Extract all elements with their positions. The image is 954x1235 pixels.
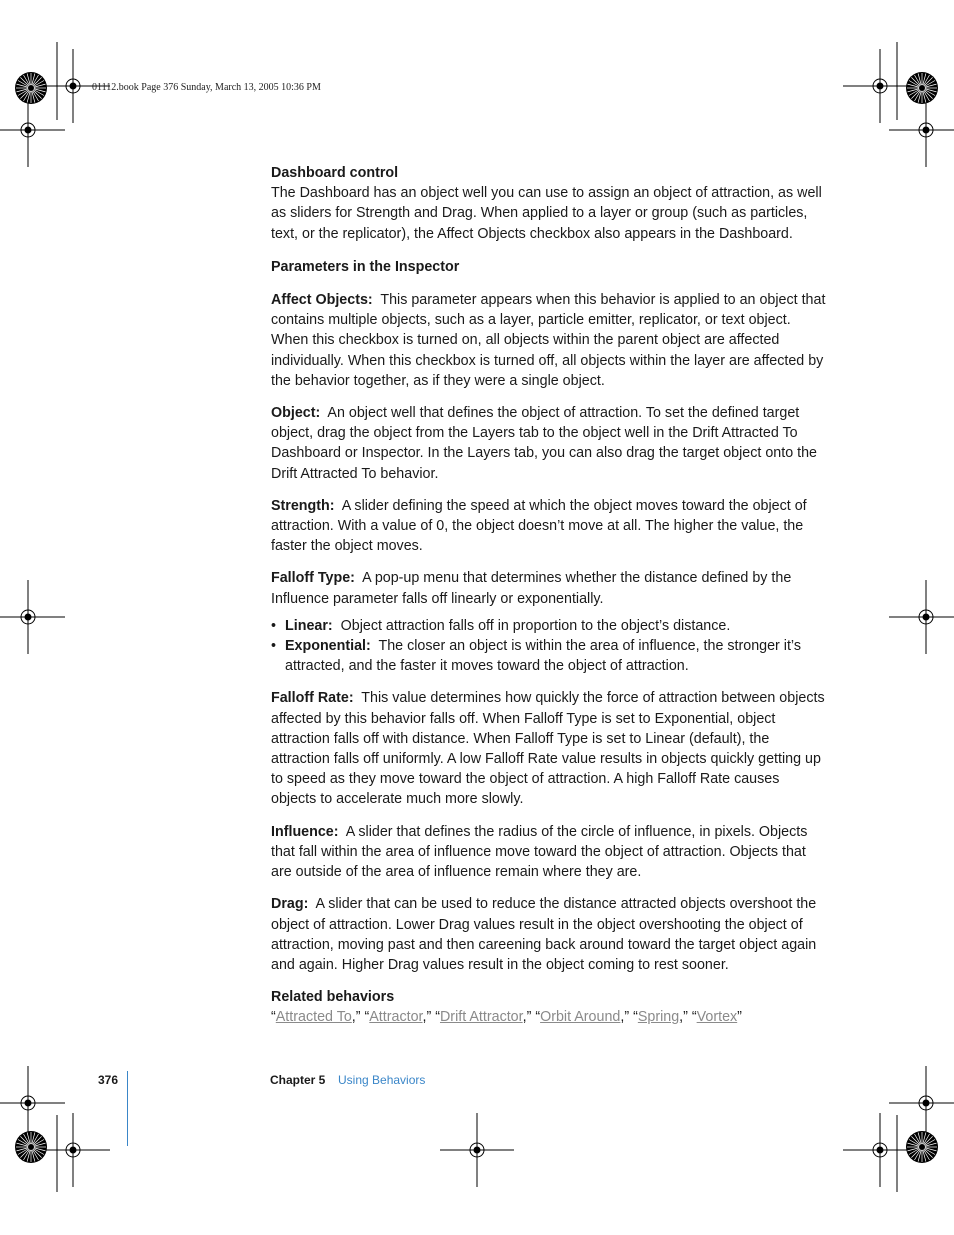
color-wheel-mark-icon (15, 72, 47, 104)
bullet-text: The closer an object is within the area of influence, the stronger it’s attracted, and the faster it moves toward the object of attraction. (285, 638, 802, 675)
page-number: 376 (98, 1073, 119, 1087)
link-separator: ,” “ (422, 1009, 440, 1026)
param-text: A slider that can be used to reduce the distance attracted objects overshoot the object of attraction. Lower Drag values result in the object overshooting the object of attraction, moving past and then careening back around toward the target object again and again. Higher Drag values result in the object coming to rest sooner. (271, 896, 817, 973)
chapter-label: Chapter 5 (270, 1073, 326, 1087)
color-wheel-mark-icon (906, 1131, 938, 1163)
param-text: This value determines how quickly the force of attraction between objects affected by this behavior falls off. When Falloff Type is set to Exponential, object attraction falls off with distance. When Falloff Type is set to Linear (default), the attraction falls off uniformly. A low Falloff Rate value results in objects quickly getting up to speed as they move toward the object of attraction. A high Falloff Rate causes objects to accelerate much more slowly. (271, 690, 825, 808)
param-affect-objects (271, 290, 827, 391)
param-text: A pop-up menu that determines whether the distance defined by the Influence parameter falls off linearly or exponentially. (271, 570, 792, 607)
param-object (271, 403, 827, 484)
param-strength (271, 496, 827, 557)
link-orbit-around[interactable]: Orbit Around (540, 1009, 621, 1026)
link-separator: ,” “ (620, 1009, 638, 1026)
registration-mark-icon (889, 1066, 954, 1140)
list-item (271, 616, 827, 636)
link-separator: ,” “ (679, 1009, 697, 1026)
link-separator: ,” “ (351, 1009, 370, 1026)
list-item (271, 636, 827, 676)
link-drift-attractor[interactable]: Drift Attractor (439, 1009, 523, 1026)
param-term: Drag: (271, 896, 309, 913)
param-falloff-rate (271, 688, 827, 809)
bullet-mark: • (271, 617, 277, 634)
footer-rule (127, 1071, 128, 1146)
param-term: Affect Objects: (271, 292, 373, 309)
link-spring[interactable]: Spring (637, 1009, 680, 1026)
bullet-term: Exponential: (285, 638, 371, 655)
registration-mark-icon (889, 93, 954, 167)
param-term: Strength: (271, 497, 335, 514)
param-term: Falloff Rate: (271, 690, 354, 707)
registration-mark-icon (889, 580, 954, 654)
registration-mark-icon (843, 49, 917, 123)
param-term: Falloff Type: (271, 570, 355, 587)
registration-mark-icon (843, 1113, 917, 1187)
param-influence (271, 822, 827, 883)
param-falloff-type (271, 568, 827, 608)
param-term: Influence: (271, 823, 339, 840)
param-text: A slider that defines the radius of the circle of influence, in pixels. Objects that fall within the area of influence move toward the object of attraction. Objects that are outside of the area of influence remain where they are. (271, 823, 808, 881)
param-drag (271, 894, 827, 975)
link-separator: ,” “ (522, 1009, 541, 1026)
inspector-heading: Parameters in the Inspector (271, 258, 460, 275)
color-wheel-mark-icon (15, 1131, 47, 1163)
dashboard-body: The Dashboard has an object well you can use to assign an object of attraction, as well as sliders for Strength and Drag. When applied to a layer or group (such as particles, text, or the replicator), the Affect Objects checkbox also appears in the Dashboard. (271, 185, 822, 242)
falloff-type-list (271, 616, 827, 677)
bullet-mark: • (271, 638, 277, 655)
related-links (271, 1007, 827, 1027)
registration-mark-icon (0, 1066, 65, 1140)
registration-mark-icon (440, 1113, 514, 1187)
dashboard-heading: Dashboard control (271, 165, 399, 181)
registration-mark-icon (0, 93, 65, 167)
color-wheel-mark-icon (906, 72, 938, 104)
link-attractor[interactable]: Attractor (369, 1009, 423, 1026)
quote-close: ” (737, 1009, 742, 1026)
param-text: A slider defining the speed at which the object moves toward the object of attraction. With a value of 0, the object doesn’t move at all. The higher the value, the faster the object moves. (271, 497, 807, 555)
bullet-term: Linear: (285, 617, 333, 634)
link-vortex[interactable]: Vortex (696, 1009, 738, 1026)
bullet-text: Object attraction falls off in proportion to the object’s distance. (340, 617, 731, 634)
param-text: This parameter appears when this behavior is applied to an object that contains multiple objects, such as a layer, particle emitter, replicator, or text object. When this checkbox is turned on, all objects within the parent object are affected individually. When this checkbox is turned off, all objects within the layer are affected by the behavior together, as if they were a single object. (271, 292, 826, 389)
registration-mark-icon (0, 580, 65, 654)
registration-mark-icon (36, 1113, 110, 1187)
link-attracted-to[interactable]: Attracted To (275, 1009, 352, 1026)
param-term: Object: (271, 405, 321, 422)
related-heading: Related behaviors (271, 989, 395, 1006)
print-slug: 01112.book Page 376 Sunday, March 13, 2005 10:36 PM (92, 82, 321, 93)
page-content (271, 163, 827, 1028)
quote-open: “ (271, 1009, 276, 1026)
param-text: An object well that defines the object of attraction. To set the defined target object, drag the object from the Layers tab to the object well in the Drift Attracted To Dashboard or Inspector. In the Layers tab, you can also drag the target object onto the Drift Attracted To behavior. (271, 405, 818, 482)
chapter-title-link[interactable]: Using Behaviors (338, 1073, 426, 1087)
